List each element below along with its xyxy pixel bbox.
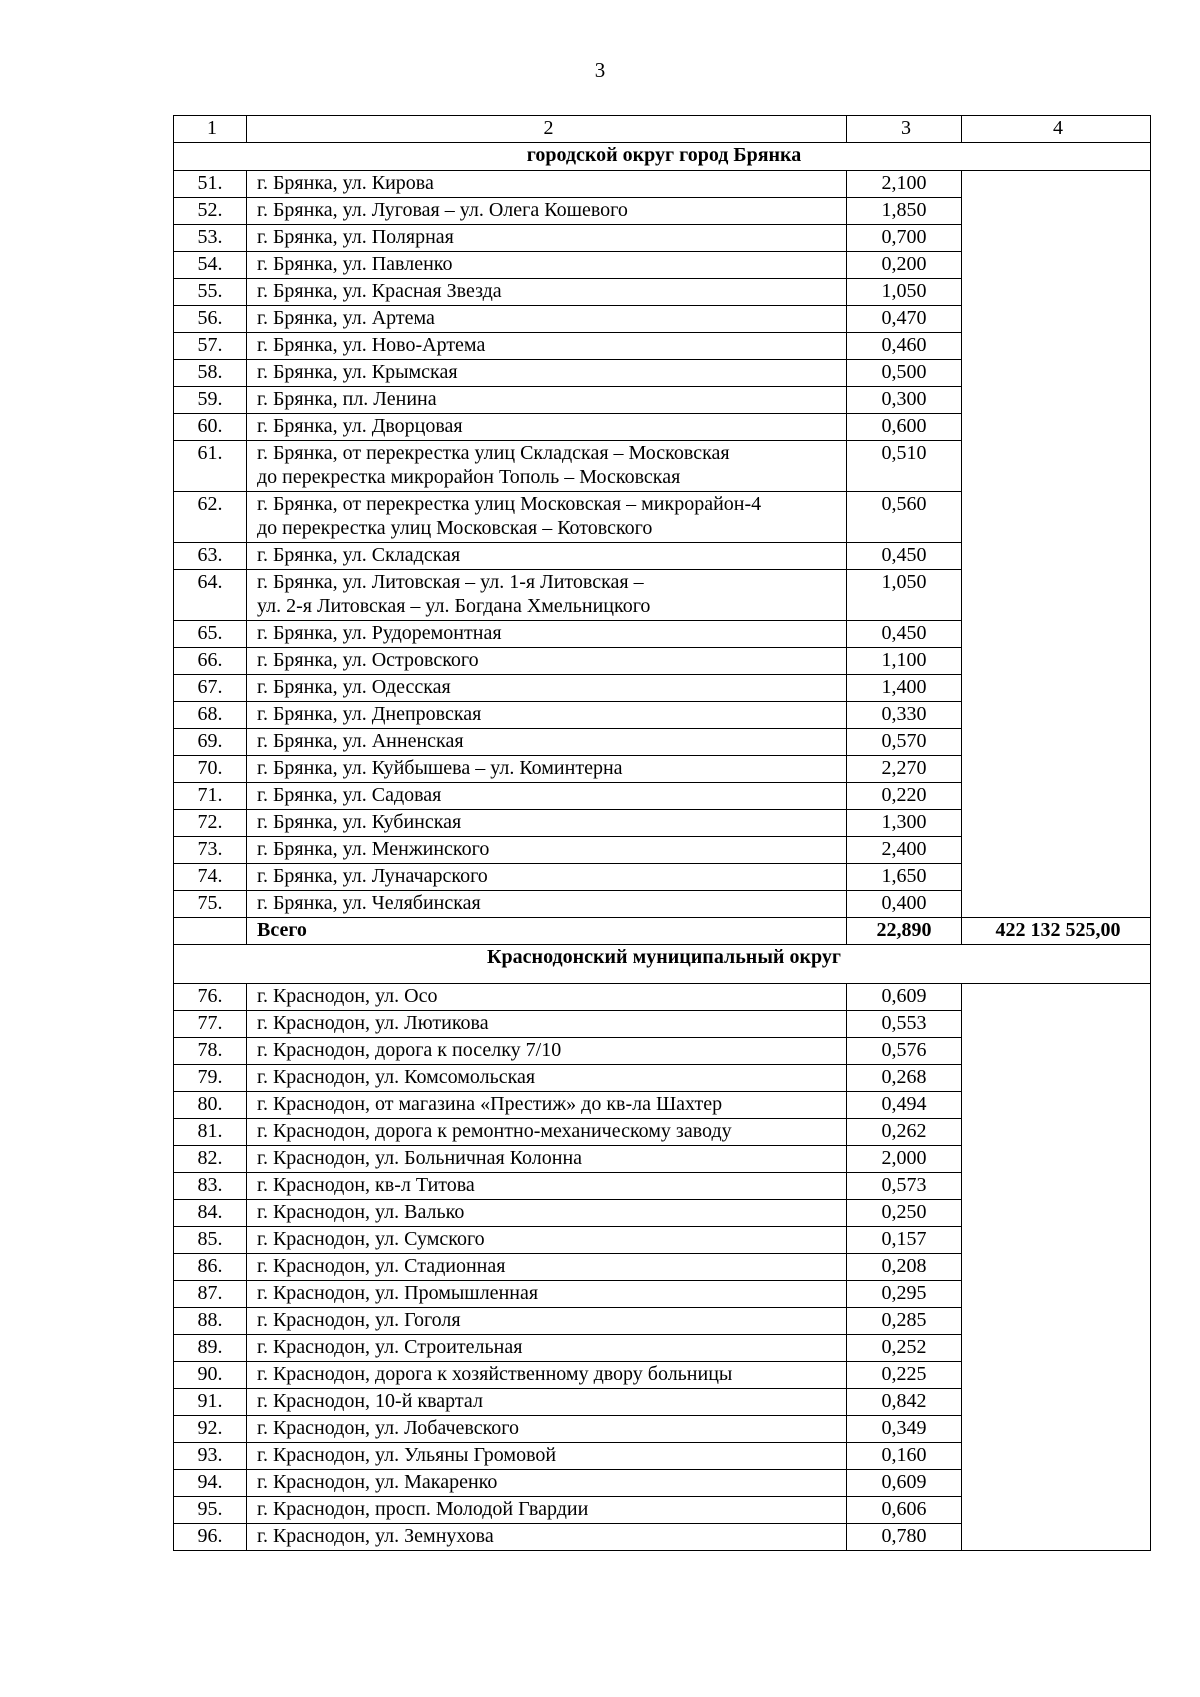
row-number: 69. <box>174 729 247 756</box>
road-name: г. Брянка, пл. Ленина <box>247 387 847 414</box>
row-number: 51. <box>174 171 247 198</box>
column-header: 2 <box>247 116 847 143</box>
road-length: 1,300 <box>847 810 962 837</box>
section-title: Краснодонский муниципальный округ <box>174 945 1151 984</box>
row-number: 74. <box>174 864 247 891</box>
row-number: 65. <box>174 621 247 648</box>
row-number: 70. <box>174 756 247 783</box>
row-number: 75. <box>174 891 247 918</box>
road-name: г. Брянка, ул. Луговая – ул. Олега Кошевого <box>247 198 847 225</box>
road-name: г. Брянка, ул. Менжинского <box>247 837 847 864</box>
road-length: 2,100 <box>847 171 962 198</box>
road-name: г. Краснодон, ул. Лютикова <box>247 1011 847 1038</box>
road-length: 0,300 <box>847 387 962 414</box>
road-name: г. Брянка, ул. Челябинская <box>247 891 847 918</box>
cost-cell-empty <box>962 984 1151 1551</box>
row-number: 64. <box>174 570 247 621</box>
road-name: г. Брянка, ул. Павленко <box>247 252 847 279</box>
road-length: 1,400 <box>847 675 962 702</box>
row-number: 61. <box>174 441 247 492</box>
road-name: г. Брянка, от перекрестка улиц Московская – микрорайон-4 до перекрестка улиц Московская – Котовского <box>247 492 847 543</box>
road-name: г. Краснодон, ул. Гоголя <box>247 1308 847 1335</box>
road-name: г. Брянка, ул. Садовая <box>247 783 847 810</box>
road-name: г. Брянка, ул. Крымская <box>247 360 847 387</box>
road-length: 0,250 <box>847 1200 962 1227</box>
column-header: 4 <box>962 116 1151 143</box>
road-name: г. Брянка, ул. Складская <box>247 543 847 570</box>
column-header: 3 <box>847 116 962 143</box>
road-length: 0,160 <box>847 1443 962 1470</box>
column-header-row <box>174 116 1151 143</box>
section-header-row <box>174 945 1151 984</box>
roads-table-body <box>174 116 1151 1551</box>
road-length: 1,050 <box>847 279 962 306</box>
row-number: 71. <box>174 783 247 810</box>
row-number: 66. <box>174 648 247 675</box>
road-length: 1,850 <box>847 198 962 225</box>
row-number: 57. <box>174 333 247 360</box>
road-name: г. Краснодон, ул. Ульяны Громовой <box>247 1443 847 1470</box>
road-length: 0,295 <box>847 1281 962 1308</box>
road-name: г. Краснодон, ул. Промышленная <box>247 1281 847 1308</box>
road-length: 0,330 <box>847 702 962 729</box>
row-number: 84. <box>174 1200 247 1227</box>
road-name: г. Брянка, ул. Одесская <box>247 675 847 702</box>
road-length: 0,450 <box>847 543 962 570</box>
road-length: 0,780 <box>847 1524 962 1551</box>
row-number: 96. <box>174 1524 247 1551</box>
road-length: 2,000 <box>847 1146 962 1173</box>
row-number: 93. <box>174 1443 247 1470</box>
row-number: 95. <box>174 1497 247 1524</box>
road-length: 0,460 <box>847 333 962 360</box>
road-name: г. Краснодон, ул. Макаренко <box>247 1470 847 1497</box>
road-name: г. Краснодон, ул. Сумского <box>247 1227 847 1254</box>
road-name: г. Брянка, ул. Артема <box>247 306 847 333</box>
road-name: г. Брянка, ул. Днепровская <box>247 702 847 729</box>
road-length: 0,609 <box>847 984 962 1011</box>
row-number: 81. <box>174 1119 247 1146</box>
road-name: г. Брянка, ул. Ново-Артема <box>247 333 847 360</box>
row-number: 73. <box>174 837 247 864</box>
road-name: г. Краснодон, ул. Больничная Колонна <box>247 1146 847 1173</box>
row-number: 89. <box>174 1335 247 1362</box>
road-length: 0,510 <box>847 441 962 492</box>
road-length: 0,600 <box>847 414 962 441</box>
road-length: 0,349 <box>847 1416 962 1443</box>
road-length: 0,220 <box>847 783 962 810</box>
road-name: г. Брянка, ул. Кирова <box>247 171 847 198</box>
row-number: 67. <box>174 675 247 702</box>
row-number: 68. <box>174 702 247 729</box>
row-number: 54. <box>174 252 247 279</box>
row-number: 94. <box>174 1470 247 1497</box>
road-length: 0,470 <box>847 306 962 333</box>
total-length: 22,890 <box>847 918 962 945</box>
road-length: 0,700 <box>847 225 962 252</box>
section-header-row <box>174 143 1151 171</box>
road-name: г. Брянка, ул. Анненская <box>247 729 847 756</box>
road-length: 0,225 <box>847 1362 962 1389</box>
row-number: 55. <box>174 279 247 306</box>
road-name: г. Краснодон, дорога к ремонтно-механическому заводу <box>247 1119 847 1146</box>
road-name: г. Краснодон, ул. Лобачевского <box>247 1416 847 1443</box>
row-number: 82. <box>174 1146 247 1173</box>
road-name: г. Брянка, от перекрестка улиц Складская – Московская до перекрестка микрорайон Тополь – Московская <box>247 441 847 492</box>
road-length: 0,208 <box>847 1254 962 1281</box>
road-name: г. Брянка, ул. Литовская – ул. 1-я Литовская – ул. 2-я Литовская – ул. Богдана Хмельницкого <box>247 570 847 621</box>
row-number: 85. <box>174 1227 247 1254</box>
row-number: 90. <box>174 1362 247 1389</box>
road-length: 0,842 <box>847 1389 962 1416</box>
page-number: 3 <box>594 58 606 82</box>
road-name: г. Брянка, ул. Кубинская <box>247 810 847 837</box>
road-length: 0,450 <box>847 621 962 648</box>
road-name: г. Краснодон, ул. Комсомольская <box>247 1065 847 1092</box>
row-number: 79. <box>174 1065 247 1092</box>
road-length: 2,400 <box>847 837 962 864</box>
road-name: г. Брянка, ул. Островского <box>247 648 847 675</box>
row-number: 80. <box>174 1092 247 1119</box>
road-name: г. Брянка, ул. Красная Звезда <box>247 279 847 306</box>
row-number: 59. <box>174 387 247 414</box>
road-length: 0,570 <box>847 729 962 756</box>
road-name: г. Краснодон, ул. Стадионная <box>247 1254 847 1281</box>
row-number: 77. <box>174 1011 247 1038</box>
road-length: 0,200 <box>847 252 962 279</box>
row-number: 88. <box>174 1308 247 1335</box>
road-name: г. Краснодон, дорога к поселку 7/10 <box>247 1038 847 1065</box>
row-number: 86. <box>174 1254 247 1281</box>
road-name: г. Брянка, ул. Дворцовая <box>247 414 847 441</box>
roads-table <box>173 115 1151 1551</box>
road-length: 0,553 <box>847 1011 962 1038</box>
road-length: 1,650 <box>847 864 962 891</box>
total-cost: 422 132 525,00 <box>962 918 1151 945</box>
road-name: г. Краснодон, ул. Строительная <box>247 1335 847 1362</box>
row-number: 52. <box>174 198 247 225</box>
road-length: 0,606 <box>847 1497 962 1524</box>
row-number: 63. <box>174 543 247 570</box>
road-name: г. Брянка, ул. Куйбышева – ул. Коминтерна <box>247 756 847 783</box>
road-name: г. Брянка, ул. Рудоремонтная <box>247 621 847 648</box>
cost-cell-empty <box>962 171 1151 918</box>
road-length: 0,576 <box>847 1038 962 1065</box>
road-name: г. Краснодон, 10-й квартал <box>247 1389 847 1416</box>
road-name: г. Краснодон, ул. Осо <box>247 984 847 1011</box>
road-length: 1,050 <box>847 570 962 621</box>
road-length: 0,609 <box>847 1470 962 1497</box>
row-number: 56. <box>174 306 247 333</box>
column-header: 1 <box>174 116 247 143</box>
row-number: 92. <box>174 1416 247 1443</box>
road-length: 0,560 <box>847 492 962 543</box>
road-length: 2,270 <box>847 756 962 783</box>
road-length: 1,100 <box>847 648 962 675</box>
row-number: 72. <box>174 810 247 837</box>
row-number: 58. <box>174 360 247 387</box>
road-name: г. Краснодон, от магазина «Престиж» до кв-ла Шахтер <box>247 1092 847 1119</box>
road-length: 0,400 <box>847 891 962 918</box>
total-label: Всего <box>247 918 847 945</box>
row-number: 83. <box>174 1173 247 1200</box>
row-number: 78. <box>174 1038 247 1065</box>
table-row <box>174 171 1151 198</box>
road-length: 0,500 <box>847 360 962 387</box>
road-length: 0,494 <box>847 1092 962 1119</box>
road-length: 0,157 <box>847 1227 962 1254</box>
road-name: г. Краснодон, ул. Земнухова <box>247 1524 847 1551</box>
road-length: 0,252 <box>847 1335 962 1362</box>
road-length: 0,285 <box>847 1308 962 1335</box>
road-name: г. Краснодон, просп. Молодой Гвардии <box>247 1497 847 1524</box>
table-row <box>174 984 1151 1011</box>
road-length: 0,573 <box>847 1173 962 1200</box>
road-name: г. Брянка, ул. Луначарского <box>247 864 847 891</box>
road-name: г. Краснодон, дорога к хозяйственному двору больницы <box>247 1362 847 1389</box>
row-number: 60. <box>174 414 247 441</box>
total-number-empty <box>174 918 247 945</box>
road-length: 0,268 <box>847 1065 962 1092</box>
row-number: 87. <box>174 1281 247 1308</box>
row-number: 62. <box>174 492 247 543</box>
road-name: г. Краснодон, кв-л Титова <box>247 1173 847 1200</box>
row-number: 76. <box>174 984 247 1011</box>
row-number: 91. <box>174 1389 247 1416</box>
section-title: городской округ город Брянка <box>174 143 1151 171</box>
road-name: г. Брянка, ул. Полярная <box>247 225 847 252</box>
road-name: г. Краснодон, ул. Валько <box>247 1200 847 1227</box>
road-length: 0,262 <box>847 1119 962 1146</box>
total-row <box>174 918 1151 945</box>
row-number: 53. <box>174 225 247 252</box>
